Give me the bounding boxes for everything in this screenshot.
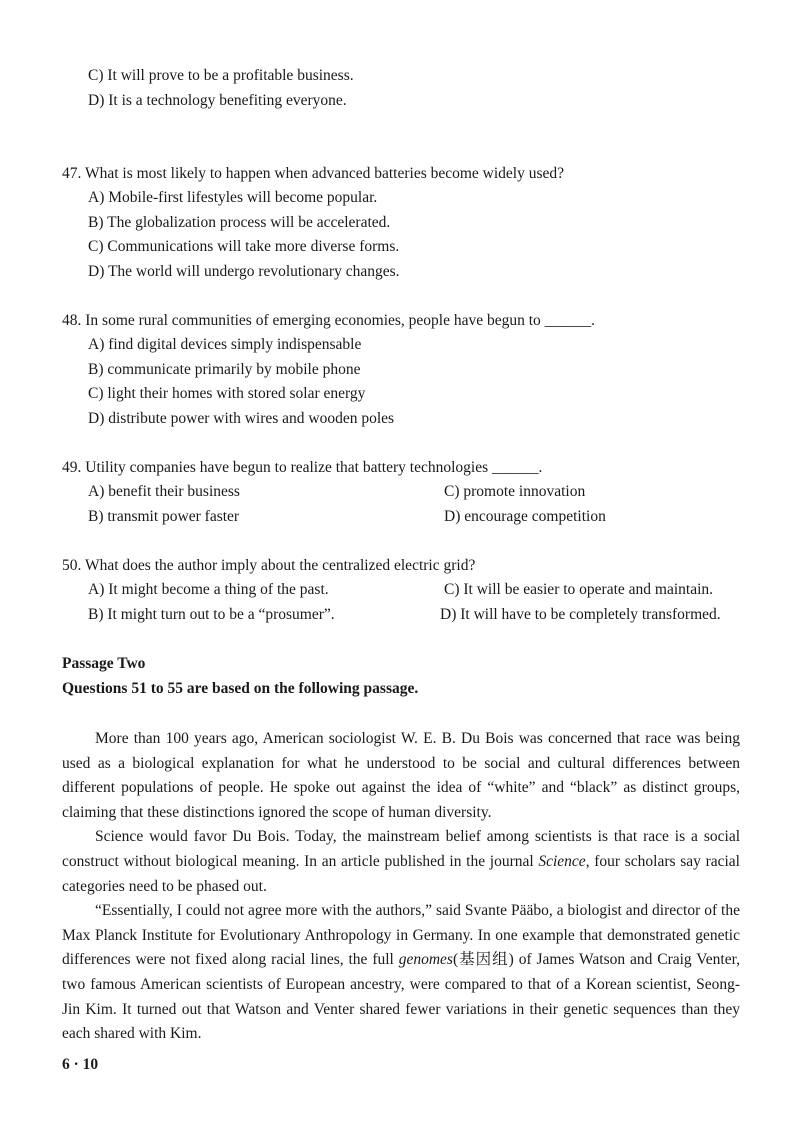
q50-option-d: D) It will have to be completely transformed. [440,606,721,623]
q47-stem: 47. What is most likely to happen when advanced batteries become widely used? [62,165,565,182]
q50-option-b: B) It might turn out to be a “prosumer”. [88,606,335,623]
q48-option-b: B) communicate primarily by mobile phone [88,361,361,378]
passage-paragraph-2 [62,825,740,899]
q50-option-c: C) It will be easier to operate and maintain. [444,581,714,598]
q47-option-c: C) Communications will take more diverse forms. [88,238,400,255]
q46-option-c: D) It is a technology benefiting everyone. [88,92,347,109]
passage-body [62,727,740,1047]
passage-instruction: Questions 51 to 55 are based on the following passage. [62,680,419,697]
q50-option-a: A) It might become a thing of the past. [88,581,329,598]
passage-paragraph-1: More than 100 years ago, American sociologist W. E. B. Du Bois was concerned that race was being used as a biological explanation for what he understood to be social and cultural differences between different populations of people. He spoke out against the idea of “white” and “black” as distinct groups, claiming that these distinctions ignored the scope of human diversity. [62,730,740,821]
p2-text-a: Science would favor Du Bois. Today, the mainstream belief among scientists is that race is a social construct without biological meaning. In an article published in the journal [62,828,740,870]
genomes-gloss: (基因组) [452,951,514,969]
q48-stem: 48. In some rural communities of emerging economies, people have begun to ______. [62,312,596,329]
q47-option-d: D) The world will undergo revolutionary changes. [88,263,400,280]
page-number: 6 · 10 [62,1056,99,1073]
p3-text-a: “Essentially, I could not agree more with the authors,” said Svante Pääbo, a biologist and director of the Max Planck Institute for Evolutionary Anthropology in Germany. In one example that demonstrated genetic differences were not fixed along racial lines, the full [62,902,740,969]
q49-option-b: B) transmit power faster [88,508,240,525]
passage-heading: Passage Two [62,655,146,672]
p3-text-b: of James Watson and Craig Venter, two famous American scientists of European ancestry, were compared to that of a Korean scientist, Seong-Jin Kim. It turned out that Watson and Venter shared fewer variations in their genetic sequences than they each shared with Kim. [62,951,740,1043]
q48-option-c: C) light their homes with stored solar energy [88,385,366,402]
q47-option-b: B) The globalization process will be accelerated. [88,214,391,231]
q47-option-a: A) Mobile-first lifestyles will become popular. [88,189,378,206]
q49-option-c: C) promote innovation [444,483,586,500]
q48-option-d: D) distribute power with wires and wooden poles [88,410,395,427]
q46-option-b: C) It will prove to be a profitable business. [88,67,354,84]
journal-title: Science [538,852,586,870]
passage-paragraph-3 [62,899,740,1047]
q49-option-d: D) encourage competition [444,508,606,525]
p2-text-b: , four scholars say racial categories need to be phased out. [62,852,740,895]
q49-stem: 49. Utility companies have begun to realize that battery technologies ______. [62,459,543,476]
q49-option-a: A) benefit their business [88,483,240,500]
q48-option-a: A) find digital devices simply indispensable [88,336,362,353]
q50-stem: 50. What does the author imply about the centralized electric grid? [62,557,476,574]
genomes-term: genomes [398,951,453,969]
